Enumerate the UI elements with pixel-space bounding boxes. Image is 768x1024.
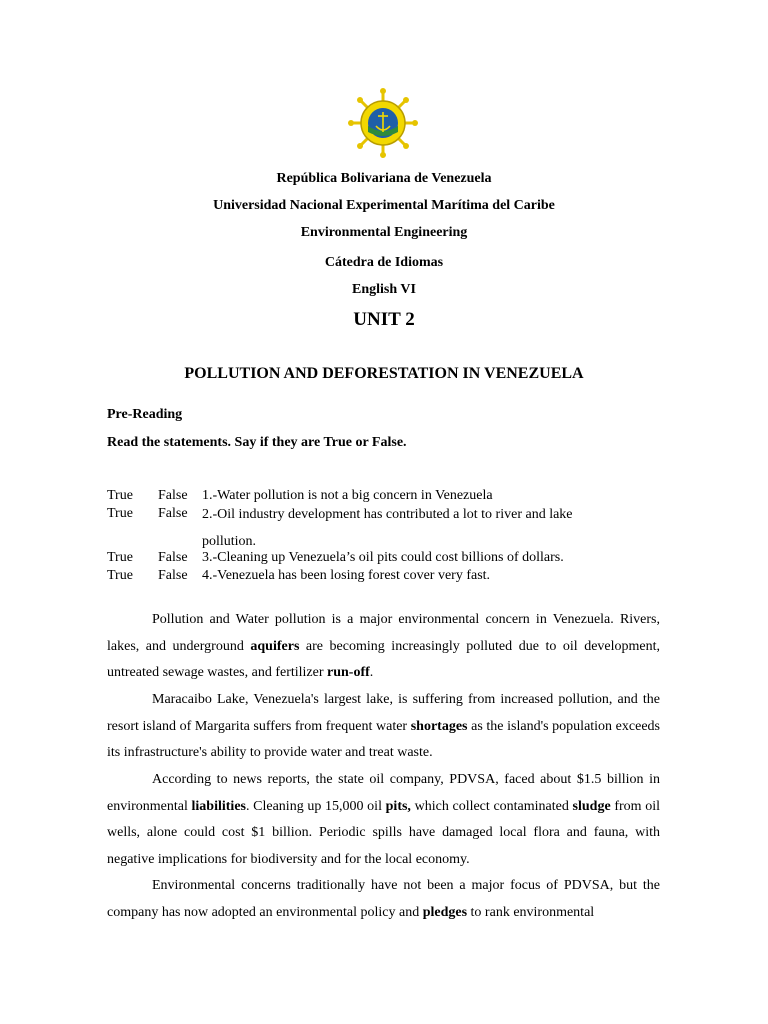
unit-heading: UNIT 2	[353, 309, 415, 330]
vocab-sludge: sludge	[572, 798, 611, 814]
republic-name: República Bolivariana de Venezuela	[276, 171, 492, 186]
vocab-shortages: shortages	[410, 718, 468, 734]
false-option[interactable]: False	[158, 550, 188, 565]
paragraph-maracaibo: Maracaibo Lake, Venezuela's largest lake, is suffering from increased pollution, and the resort island of Margarita suffers from frequent water shortages as the island's population exceeds its infrastructure's ability to provide water and treat waste.	[107, 692, 660, 760]
program-name: Environmental Engineering	[300, 225, 468, 240]
vocab-pits: pits,	[385, 798, 411, 814]
university-seal-logo	[348, 88, 418, 158]
vocab-aquifers: aquifers	[250, 638, 300, 654]
university-name: Universidad Nacional Experimental Marítima del Caribe	[213, 198, 555, 213]
prereading-heading: Pre-Reading	[107, 407, 183, 422]
vocab-pledges: pledges	[422, 904, 468, 920]
false-option[interactable]: False	[158, 488, 188, 503]
paragraph-environmental-policy: Environmental concerns traditionally have not been a major focus of PDVSA, but the company has now adopted an environmental policy and pledges to rank environmental	[107, 878, 660, 920]
true-option[interactable]: True	[107, 506, 133, 521]
statement-text: 2.-Oil industry development has contributed a lot to river and lake pollution.	[202, 507, 573, 549]
paragraph-pdvsa: According to news reports, the state oil company, PDVSA, faced about $1.5 billion in environmental liabilities. Cleaning up 15,000 oil pits, which collect contaminated sludge from oil wells, alone could cost $1 billion. Periodic spills have damaged local flora and fauna, with negative implications for biodiversity and for the local economy.	[107, 772, 660, 867]
statement-text: 3.-Cleaning up Venezuela’s oil pits could cost billions of dollars.	[202, 550, 564, 565]
paragraph-water-pollution: Pollution and Water pollution is a major environmental concern in Venezuela. Rivers, lakes, and underground aquifers are becoming increasingly polluted due to oil development, untreated sewage wastes, and fertilizer run-off.	[107, 612, 661, 680]
course-name: English VI	[352, 282, 416, 297]
true-option[interactable]: True	[107, 550, 133, 565]
true-option[interactable]: True	[107, 568, 133, 583]
statement-text: 4.-Venezuela has been losing forest cover very fast.	[202, 568, 491, 583]
prereading-instruction: Read the statements. Say if they are True or False.	[107, 435, 407, 450]
false-option[interactable]: False	[158, 568, 188, 583]
statement-text: 1.-Water pollution is not a big concern in Venezuela	[202, 488, 493, 503]
true-option[interactable]: True	[107, 488, 133, 503]
false-option[interactable]: False	[158, 506, 188, 521]
department-name: Cátedra de Idiomas	[324, 255, 444, 270]
vocab-run-off: run-off	[327, 665, 370, 680]
page-title: POLLUTION AND DEFORESTATION IN VENEZUELA	[184, 365, 584, 382]
vocab-liabilities: liabilities	[191, 798, 246, 814]
